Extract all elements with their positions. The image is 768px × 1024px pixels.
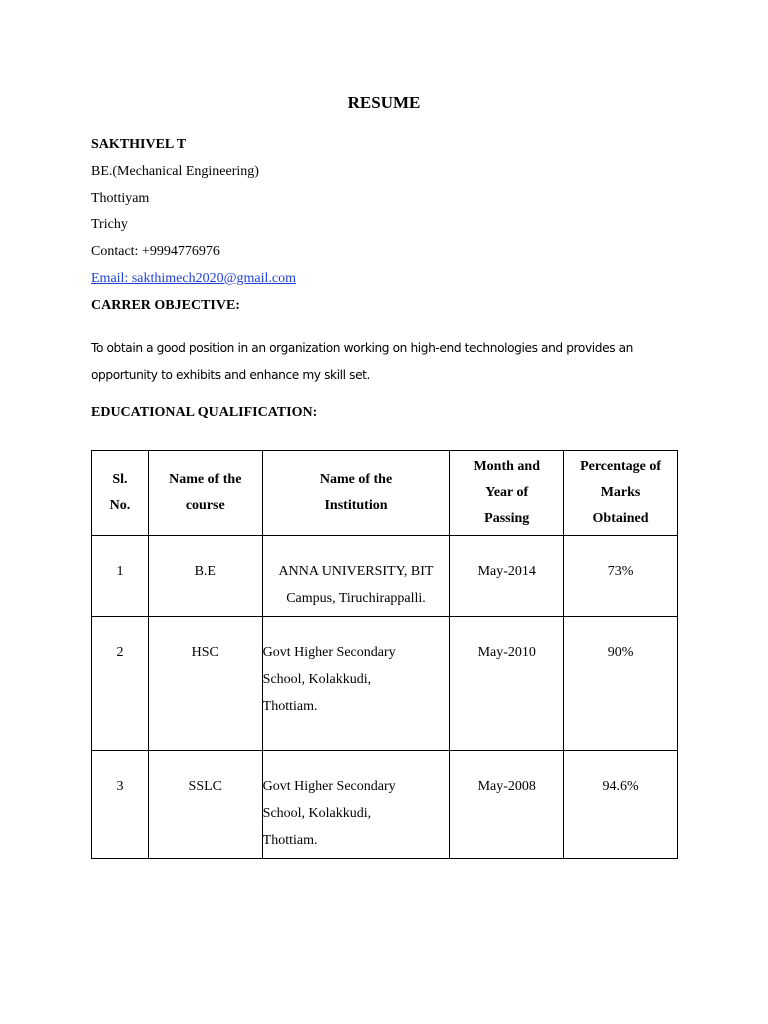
cell-passing: May-2014 (450, 536, 564, 617)
education-heading: EDUCATIONAL QUALIFICATION: (91, 405, 318, 420)
cell-sl: 1 (92, 536, 149, 617)
cell-percentage: 90% (564, 617, 678, 751)
table-row (92, 617, 678, 751)
email-link[interactable]: Email: sakthimech2020@gmail.com (91, 271, 296, 286)
education-table (91, 450, 678, 859)
table-header-row (92, 451, 678, 536)
header-institution: Name of the Institution (262, 451, 450, 536)
header-course: Name of the course (148, 451, 262, 536)
cell-course: B.E (148, 536, 262, 617)
cell-course: HSC (148, 617, 262, 751)
cell-percentage: 73% (564, 536, 678, 617)
cell-passing: May-2008 (450, 751, 564, 859)
header-percentage: Percentage of Marks Obtained (564, 451, 678, 536)
cell-course: SSLC (148, 751, 262, 859)
cell-institution: Govt Higher Secondary School, Kolakkudi, Thottiam. (262, 751, 450, 859)
header-sl-no: Sl. No. (92, 451, 149, 536)
objective-heading: CARRER OBJECTIVE: (91, 298, 240, 313)
header-passing: Month and Year of Passing (450, 451, 564, 536)
cell-passing: May-2010 (450, 617, 564, 751)
address-line-2: Trichy (91, 217, 128, 232)
cell-institution: ANNA UNIVERSITY, BIT Campus, Tiruchirappalli. (262, 536, 450, 617)
candidate-name: SAKTHIVEL T (91, 137, 187, 152)
table-row (92, 536, 678, 617)
cell-percentage: 94.6% (564, 751, 678, 859)
cell-sl: 2 (92, 617, 149, 751)
table-row (92, 751, 678, 859)
cell-sl: 3 (92, 751, 149, 859)
contact-number: Contact: +9994776976 (91, 244, 220, 259)
degree: BE.(Mechanical Engineering) (91, 164, 259, 179)
document-title: RESUME (347, 93, 421, 112)
cell-institution: Govt Higher Secondary School, Kolakkudi, Thottiam. (262, 617, 450, 751)
objective-text: To obtain a good position in an organization working on high-end technologies and provides an opportunity to exhibits and enhance my skill set. (91, 341, 634, 382)
address-line-1: Thottiyam (91, 191, 150, 206)
